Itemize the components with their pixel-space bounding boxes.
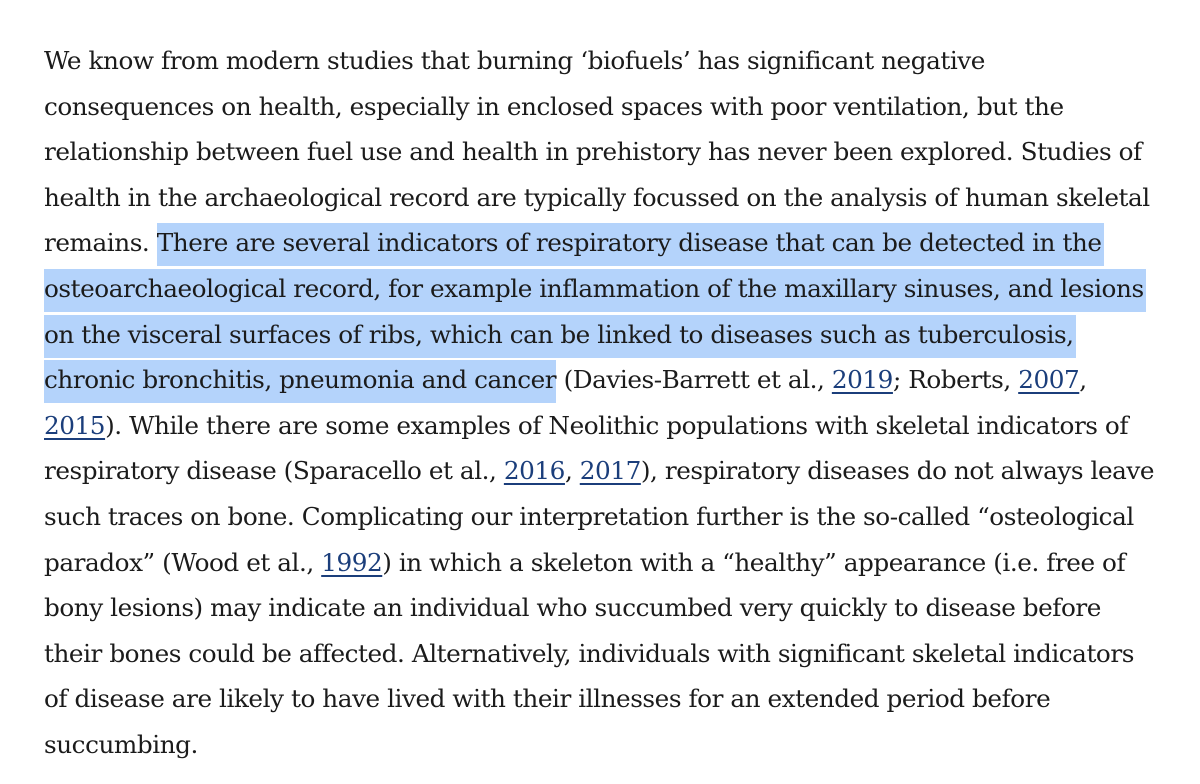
text: (Davies-Barrett et al., bbox=[556, 365, 832, 395]
text: , bbox=[1079, 365, 1087, 395]
citation-link-roberts-2007[interactable]: 2007 bbox=[1018, 365, 1080, 395]
citation-link-davies-barrett[interactable]: 2019 bbox=[831, 365, 893, 395]
paragraph-line bbox=[44, 585, 1156, 631]
paragraph-line bbox=[44, 631, 1156, 677]
paragraph-line bbox=[44, 448, 1156, 494]
citation-link-sparacello-2017[interactable]: 2017 bbox=[579, 456, 641, 486]
paragraph-line bbox=[44, 722, 1156, 768]
text: respiratory disease (Sparacello et al., bbox=[44, 456, 504, 486]
text: their bones could be affected. Alternatively, individuals with significant skeletal indicators bbox=[44, 638, 1134, 668]
paragraph-line bbox=[44, 84, 1156, 130]
paragraph-line bbox=[44, 494, 1156, 540]
text: of disease are likely to have lived with their illnesses for an extended period before bbox=[44, 684, 1051, 714]
paragraph-line bbox=[44, 129, 1156, 175]
text: We know from modern studies that burning ‘biofuels’ has significant negative bbox=[44, 46, 985, 75]
paragraph-line bbox=[44, 175, 1156, 221]
citation-link-roberts-2015[interactable]: 2015 bbox=[44, 410, 106, 440]
text: succumbing. bbox=[44, 729, 198, 759]
text: ) in which a skeleton with a “healthy” appearance (i.e. free of bbox=[382, 547, 1126, 577]
text: consequences on health, especially in enclosed spaces with poor ventilation, but the bbox=[44, 91, 1064, 121]
text: remains. bbox=[44, 228, 157, 258]
text: ; Roberts, bbox=[892, 365, 1019, 395]
paragraph-line bbox=[44, 220, 1156, 266]
selected-text[interactable]: There are several indicators of respiratory disease that can be detected in the bbox=[157, 223, 1104, 266]
text: paradox” (Wood et al., bbox=[44, 547, 322, 577]
paragraph-line bbox=[44, 38, 1156, 84]
paragraph-line bbox=[44, 540, 1156, 586]
paragraph-line bbox=[44, 266, 1156, 312]
text: bony lesions) may indicate an individual who succumbed very quickly to disease before bbox=[44, 593, 1101, 623]
paragraph-line bbox=[44, 357, 1156, 403]
citation-link-sparacello-2016[interactable]: 2016 bbox=[503, 456, 565, 486]
paragraph-line bbox=[44, 403, 1156, 449]
paragraph-line bbox=[44, 676, 1156, 722]
text: ). While there are some examples of Neolithic populations with skeletal indicators of bbox=[105, 410, 1129, 440]
text: health in the archaeological record are typically focussed on the analysis of human skeletal bbox=[44, 182, 1150, 212]
citation-link-wood-1992[interactable]: 1992 bbox=[321, 547, 383, 577]
article-paragraph bbox=[44, 38, 1156, 768]
paragraph-line bbox=[44, 312, 1156, 358]
text: such traces on bone. Complicating our interpretation further is the so-called “osteological bbox=[44, 501, 1134, 531]
text: , bbox=[564, 456, 580, 486]
text: relationship between fuel use and health in prehistory has never been explored. Studies of bbox=[44, 137, 1142, 167]
selected-text[interactable]: on the visceral surfaces of ribs, which can be linked to diseases such as tuberculosis, bbox=[44, 315, 1076, 358]
text: ), respiratory diseases do not always leave bbox=[640, 456, 1155, 486]
selected-text[interactable]: osteoarchaeological record, for example inflammation of the maxillary sinuses, and lesions bbox=[44, 269, 1146, 312]
selected-text[interactable]: chronic bronchitis, pneumonia and cancer bbox=[44, 360, 556, 403]
